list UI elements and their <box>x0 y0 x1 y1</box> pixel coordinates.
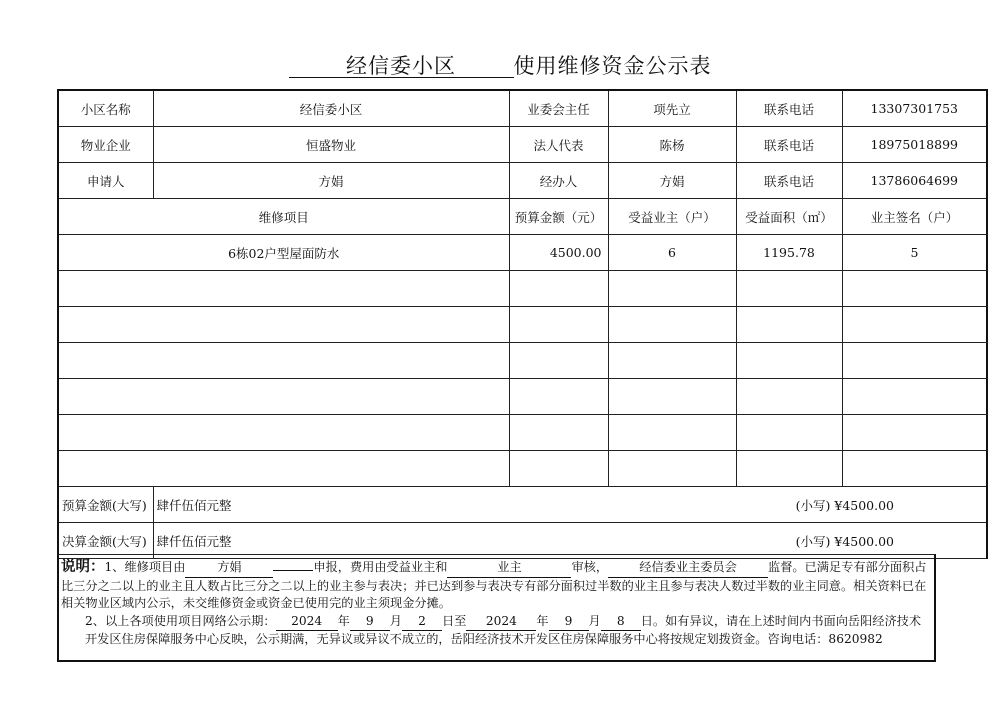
info-value: 项先立 <box>608 90 736 127</box>
table-cell: 1195.78 <box>736 235 842 271</box>
info-label: 联系电话 <box>736 163 842 199</box>
column-header: 业主签名（户） <box>842 199 987 235</box>
info-label: 法人代表 <box>509 127 608 163</box>
end-month: 9 <box>549 613 589 632</box>
empty-row <box>58 379 987 415</box>
info-label: 小区名称 <box>58 90 153 127</box>
empty-row <box>58 415 987 451</box>
info-value: 18975018899 <box>842 127 987 163</box>
column-header: 维修项目 <box>58 199 509 235</box>
empty-row <box>58 307 987 343</box>
notes-section <box>57 554 936 662</box>
end-year: 2024 <box>466 613 536 632</box>
budget-row <box>58 487 987 523</box>
supervisor-blank: 经信委业主委员会 <box>608 559 768 578</box>
column-header: 预算金额（元） <box>509 199 608 235</box>
start-month: 9 <box>350 613 390 632</box>
notes-heading: 说明： <box>61 558 105 575</box>
notes-text: 1、维修项目由 <box>104 560 186 574</box>
info-value: 恒盛物业 <box>153 127 509 163</box>
table-cell: 6栋02户型屋面防水 <box>58 235 509 271</box>
budget-upper: 肆仟伍佰元整 <box>156 497 232 513</box>
table-cell: 5 <box>842 235 987 271</box>
notes-text: 日。如有异议，请在上述时间内书面向岳阳经济技术开发区住房保障服务中心反映，公示期满，无异议或异议不成立的，岳阳经济技术开发区住房保障服务中心将按规定划拨资金。咨询电话：8620982 <box>85 613 922 646</box>
table-header-row <box>58 199 987 235</box>
info-label: 经办人 <box>509 163 608 199</box>
info-row <box>58 90 987 127</box>
final-upper: 肆仟伍佰元整 <box>156 533 232 549</box>
title-suffix: 使用维修资金公示表 <box>513 54 712 78</box>
info-value: 陈杨 <box>608 127 736 163</box>
payer-blank: 业主 <box>447 559 571 578</box>
budget-lower: (小写) ¥4500.00 <box>795 497 895 513</box>
start-day: 2 <box>402 613 442 632</box>
column-header: 受益业主（户） <box>608 199 736 235</box>
info-label: 物业企业 <box>58 127 153 163</box>
info-row <box>58 163 987 199</box>
empty-row <box>58 271 987 307</box>
end-day: 8 <box>601 613 641 632</box>
notes-text: 监督。已满足专有部分面积占比三分之二以上的业主且人数占比三分之二以上的业主参与表决；并已达到参与表决专有部分面积过半数的业主且参与表决人数过半数的业主同意。相关资料已在相关物业区域内公示，未交维修资金或资金已使用完的业主须现金分摊。 <box>61 560 927 610</box>
page-title <box>0 50 1000 80</box>
fund-table <box>57 89 988 559</box>
empty-row <box>58 343 987 379</box>
info-label: 申请人 <box>58 163 153 199</box>
final-lower: (小写) ¥4500.00 <box>795 533 895 549</box>
info-value: 13786064699 <box>842 163 987 199</box>
notes-paragraph-2: 2、以上各项使用项目网络公示期： 2024 年 9 月 2 日至 2024 年 9 月 8 日。如有异议，请在上述时间内书面向岳阳经济技术开发区住房保障服务中心反映，公示期满，无异议或异议不成立的，岳阳经济技术开发区住房保障服务中心将按规定划拨资金。咨询电话：8620982 <box>85 613 922 646</box>
column-header: 受益面积（㎡） <box>736 199 842 235</box>
info-label: 联系电话 <box>736 90 842 127</box>
info-value: 经信委小区 <box>153 90 509 127</box>
budget-label: 预算金额(大写) <box>58 487 153 523</box>
info-value: 方娟 <box>153 163 509 199</box>
applicant-blank: 方娟 <box>185 559 273 578</box>
info-label: 联系电话 <box>736 127 842 163</box>
info-value: 方娟 <box>608 163 736 199</box>
table-row <box>58 235 987 271</box>
table-cell: 6 <box>608 235 736 271</box>
notes-text: 申报，费用由受益业主和 <box>313 560 448 574</box>
empty-row <box>58 451 987 487</box>
table-cell: 4500.00 <box>509 235 608 271</box>
info-value: 13307301753 <box>842 90 987 127</box>
title-community: 经信委小区 <box>289 55 514 78</box>
info-row <box>58 127 987 163</box>
notes-text: 2、以上各项使用项目网络公示期： <box>85 613 276 628</box>
info-label: 业委会主任 <box>509 90 608 127</box>
notes-text: 审核， <box>571 560 609 574</box>
final-label: 决算金额(大写) <box>58 523 153 559</box>
notes-paragraph-1 <box>61 558 932 613</box>
start-year: 2024 <box>276 613 338 632</box>
